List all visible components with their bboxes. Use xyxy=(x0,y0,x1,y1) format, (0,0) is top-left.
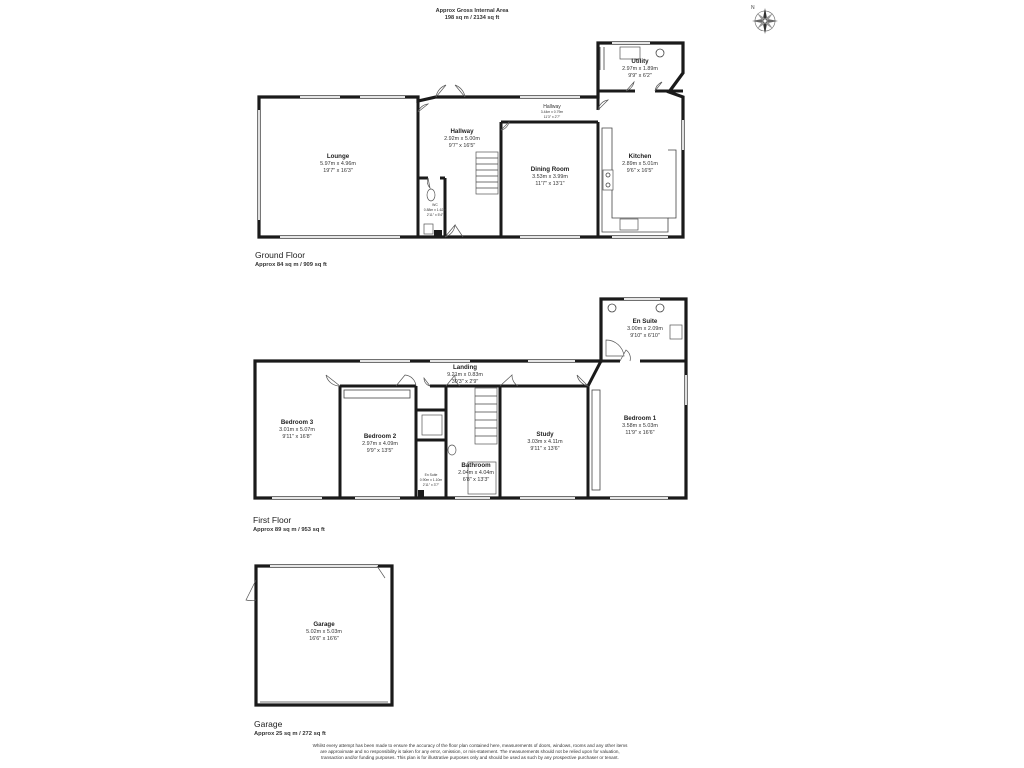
room-label-en-suite-2 xyxy=(420,473,443,487)
room-label-bedroom-3 xyxy=(279,419,315,440)
gross-area-title: Approx Gross Internal Area xyxy=(435,8,509,14)
garage-name: Garage xyxy=(313,621,335,628)
first-floor-area: Approx 89 sq m / 953 sq ft xyxy=(253,527,325,533)
room-label-en-suite-1 xyxy=(627,318,663,339)
study-imperial: 9'11" x 13'6" xyxy=(530,446,560,452)
lounge-name: Lounge xyxy=(326,153,350,160)
room-label-bedroom-2 xyxy=(362,433,398,454)
wc-metric: 0.88m x 1.62m xyxy=(423,208,447,212)
bedroom3-metric: 3.01m x 5.07m xyxy=(279,427,315,433)
dining-imperial: 11'7" x 13'1" xyxy=(535,181,565,187)
compass-icon xyxy=(751,5,778,34)
utility-metric: 2.97m x 1.89m xyxy=(622,66,658,72)
landing-name: Landing xyxy=(452,364,478,371)
bedroom3-imperial: 9'11" x 16'8" xyxy=(282,434,312,440)
disclaimer-text: Whilst every attempt has been made to ensure the accuracy of the floor plan contained here, measurements of doors, windows, rooms and any other items are approximate and no responsibility is taken for any error, omission, or mis-statement. The measurements should not be relied upon for valuation, transaction and/or funding purposes. This plan is for illustrative purposes only and should be used as such by any prospective purchaser or tenant. xyxy=(312,743,628,760)
room-label-landing xyxy=(447,364,483,385)
room-label-bathroom xyxy=(458,462,494,483)
room-label-utility xyxy=(622,58,658,79)
bedroom2-imperial: 9'9" x 13'5" xyxy=(366,448,394,454)
landing-metric: 9.21m x 0.83m xyxy=(447,372,483,378)
ensuite2-imperial: 2'11" x 3'7" xyxy=(422,483,440,487)
bedroom3-name: Bedroom 3 xyxy=(280,419,314,426)
study-metric: 3.03m x 4.11m xyxy=(527,439,563,445)
first-floor-label: First Floor xyxy=(253,515,292,525)
hallway2-imperial: 11'3" x 2'7" xyxy=(543,115,561,119)
wc-imperial: 2'11" x 5'4" xyxy=(426,213,444,217)
bathroom-metric: 2.04m x 4.04m xyxy=(458,470,494,476)
garage-floor-area: Approx 25 sq m / 272 sq ft xyxy=(254,731,326,737)
kitchen-name: Kitchen xyxy=(628,153,652,160)
ground-floor-label: Ground Floor xyxy=(255,250,306,260)
dining-name: Dining Room xyxy=(530,166,570,173)
wc-name: WC xyxy=(432,203,438,207)
room-label-study xyxy=(527,431,563,452)
hallway-metric: 2.92m x 5.00m xyxy=(444,136,480,142)
bathroom-imperial: 6'8" x 13'3" xyxy=(462,477,490,483)
ensuite2-metric: 0.90m x 1.10m xyxy=(419,478,443,482)
room-label-garage xyxy=(306,621,342,642)
dining-metric: 3.53m x 3.99m xyxy=(532,174,568,180)
utility-name: Utility xyxy=(631,58,649,65)
ensuite1-name: En Suite xyxy=(632,318,658,325)
ground-floor-area: Approx 84 sq m / 909 sq ft xyxy=(255,262,327,268)
bedroom1-name: Bedroom 1 xyxy=(623,415,657,422)
hallway2-metric: 3.44m x 0.79m xyxy=(540,110,564,114)
room-label-hallway xyxy=(444,128,480,149)
hallway-imperial: 9'7" x 16'5" xyxy=(448,143,476,149)
room-label-wc xyxy=(424,203,447,217)
bedroom2-name: Bedroom 2 xyxy=(363,433,397,440)
bedroom2-metric: 2.97m x 4.09m xyxy=(362,441,398,447)
utility-imperial: 9'9" x 6'2" xyxy=(628,73,652,79)
ensuite1-imperial: 9'10" x 6'10" xyxy=(630,333,660,339)
room-label-bedroom-1 xyxy=(622,415,658,436)
room-label-kitchen xyxy=(622,153,658,174)
bedroom1-imperial: 11'9" x 16'6" xyxy=(625,430,655,436)
garage-imperial: 16'6" x 16'6" xyxy=(309,636,339,642)
garage-floor-label: Garage xyxy=(254,719,283,729)
room-label-hallway-2 xyxy=(541,104,564,119)
room-label-dining-room xyxy=(531,166,570,187)
lounge-metric: 5.97m x 4.96m xyxy=(320,161,356,167)
hallway-name: Hallway xyxy=(450,128,474,135)
study-name: Study xyxy=(536,431,554,438)
kitchen-imperial: 9'6" x 16'5" xyxy=(626,168,654,174)
garage-metric: 5.02m x 5.03m xyxy=(306,629,342,635)
room-label-lounge xyxy=(320,153,356,174)
kitchen-metric: 2.89m x 5.01m xyxy=(622,161,658,167)
hallway2-name: Hallway xyxy=(543,104,561,110)
svg-text:N: N xyxy=(751,5,755,11)
lounge-imperial: 19'7" x 16'3" xyxy=(323,168,353,174)
bedroom1-metric: 3.58m x 5.03m xyxy=(622,423,658,429)
landing-imperial: 30'3" x 2'9" xyxy=(451,379,479,385)
gross-area-value: 198 sq m / 2134 sq ft xyxy=(444,15,500,21)
bathroom-name: Bathroom xyxy=(461,462,491,469)
ensuite1-metric: 3.00m x 2.09m xyxy=(627,326,663,332)
ensuite2-name: En Suite xyxy=(424,473,438,477)
